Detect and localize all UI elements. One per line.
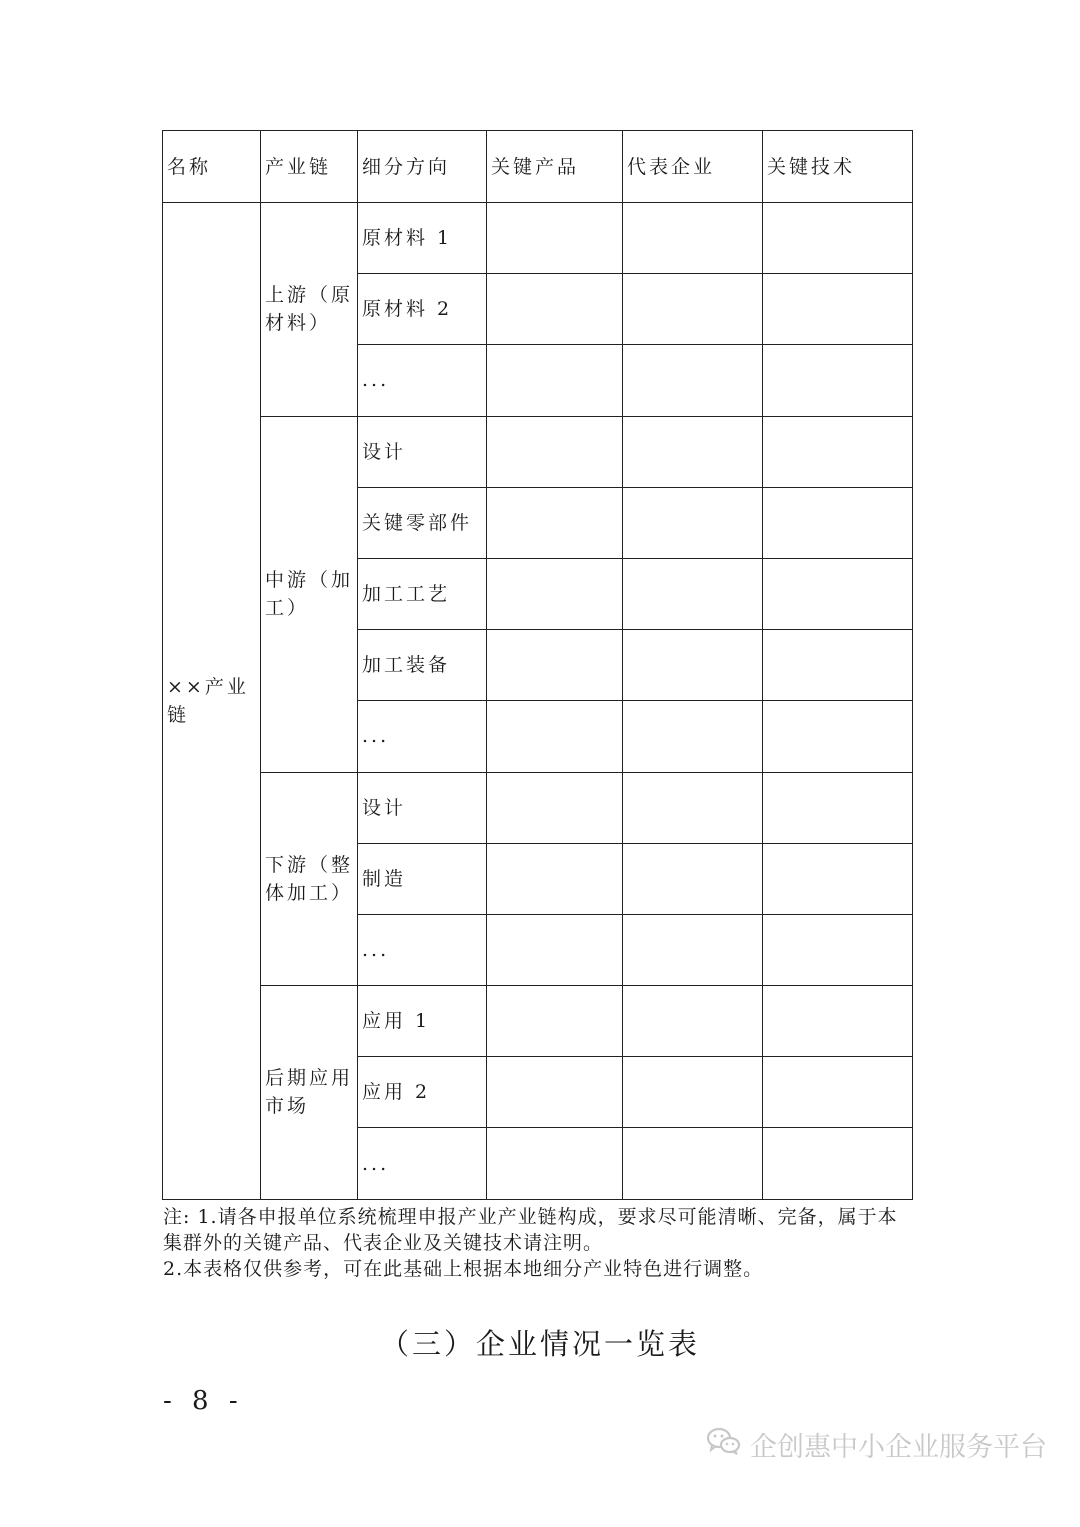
empty-cell <box>623 843 763 914</box>
empty-cell <box>487 843 623 914</box>
header-cell: 产业链 <box>261 131 358 203</box>
segment-cell: 设计 <box>358 772 487 843</box>
empty-cell <box>763 345 913 416</box>
industry-chain-table <box>162 130 913 1200</box>
table-row <box>163 203 913 274</box>
empty-cell <box>763 914 913 985</box>
empty-cell <box>623 558 763 629</box>
empty-cell <box>763 416 913 487</box>
empty-cell <box>763 772 913 843</box>
empty-cell <box>487 630 623 701</box>
empty-cell <box>763 487 913 558</box>
segment-cell: 制造 <box>358 843 487 914</box>
empty-cell <box>623 487 763 558</box>
segment-cell: ... <box>358 1128 487 1199</box>
page-number: - 8 - <box>163 1386 244 1416</box>
empty-cell <box>763 986 913 1057</box>
note-line-1: 注: 1.请各申报单位系统梳理申报产业产业链构成，要求尽可能清晰、完备，属于本集群外的关键产品、代表企业及关键技术请注明。 <box>163 1206 898 1254</box>
empty-cell <box>763 843 913 914</box>
chain-name-cell: ××产业链 <box>163 203 261 1200</box>
empty-cell <box>487 416 623 487</box>
empty-cell <box>763 701 913 772</box>
segment-cell: 加工工艺 <box>358 558 487 629</box>
empty-cell <box>623 986 763 1057</box>
table-row <box>163 416 913 487</box>
empty-cell <box>487 1128 623 1199</box>
stage-cell: 后期应用市场 <box>261 986 358 1200</box>
empty-cell <box>623 772 763 843</box>
header-cell: 关键产品 <box>487 131 623 203</box>
segment-cell: 应用 2 <box>358 1057 487 1128</box>
empty-cell <box>487 203 623 274</box>
empty-cell <box>623 274 763 345</box>
empty-cell <box>487 274 623 345</box>
empty-cell <box>623 203 763 274</box>
empty-cell <box>487 914 623 985</box>
header-cell: 关键技术 <box>763 131 913 203</box>
empty-cell <box>487 701 623 772</box>
watermark <box>706 1424 1047 1464</box>
section-title: （三）企业情况一览表 <box>379 1327 700 1361</box>
header-cell: 代表企业 <box>623 131 763 203</box>
segment-cell: ... <box>358 914 487 985</box>
empty-cell <box>487 772 623 843</box>
segment-cell: 应用 1 <box>358 986 487 1057</box>
stage-cell: 中游（加工） <box>261 416 358 772</box>
table-header-row <box>163 131 913 203</box>
empty-cell <box>763 1128 913 1199</box>
empty-cell <box>487 558 623 629</box>
table-note <box>163 1204 915 1282</box>
stage-cell: 下游（整体加工） <box>261 772 358 986</box>
empty-cell <box>763 630 913 701</box>
empty-cell <box>623 1128 763 1199</box>
empty-cell <box>763 203 913 274</box>
empty-cell <box>487 345 623 416</box>
segment-cell: 关键零部件 <box>358 487 487 558</box>
header-cell: 细分方向 <box>358 131 487 203</box>
empty-cell <box>763 558 913 629</box>
empty-cell <box>623 416 763 487</box>
segment-cell: 原材料 2 <box>358 274 487 345</box>
segment-cell: 加工装备 <box>358 630 487 701</box>
header-cell: 名称 <box>163 131 261 203</box>
table-row <box>163 986 913 1057</box>
empty-cell <box>623 1057 763 1128</box>
empty-cell <box>623 630 763 701</box>
note-line-2: 2.本表格仅供参考，可在此基础上根据本地细分产业特色进行调整。 <box>163 1258 764 1280</box>
empty-cell <box>623 914 763 985</box>
table-row <box>163 772 913 843</box>
empty-cell <box>623 345 763 416</box>
segment-cell: 设计 <box>358 416 487 487</box>
segment-cell: ... <box>358 701 487 772</box>
stage-cell: 上游（原材料） <box>261 203 358 417</box>
segment-cell: 原材料 1 <box>358 203 487 274</box>
wechat-icon <box>706 1426 742 1463</box>
segment-cell: ... <box>358 345 487 416</box>
empty-cell <box>763 1057 913 1128</box>
empty-cell <box>487 487 623 558</box>
empty-cell <box>487 1057 623 1128</box>
empty-cell <box>623 701 763 772</box>
empty-cell <box>487 986 623 1057</box>
watermark-text: 企创惠中小企业服务平台 <box>750 1431 1047 1463</box>
empty-cell <box>763 274 913 345</box>
